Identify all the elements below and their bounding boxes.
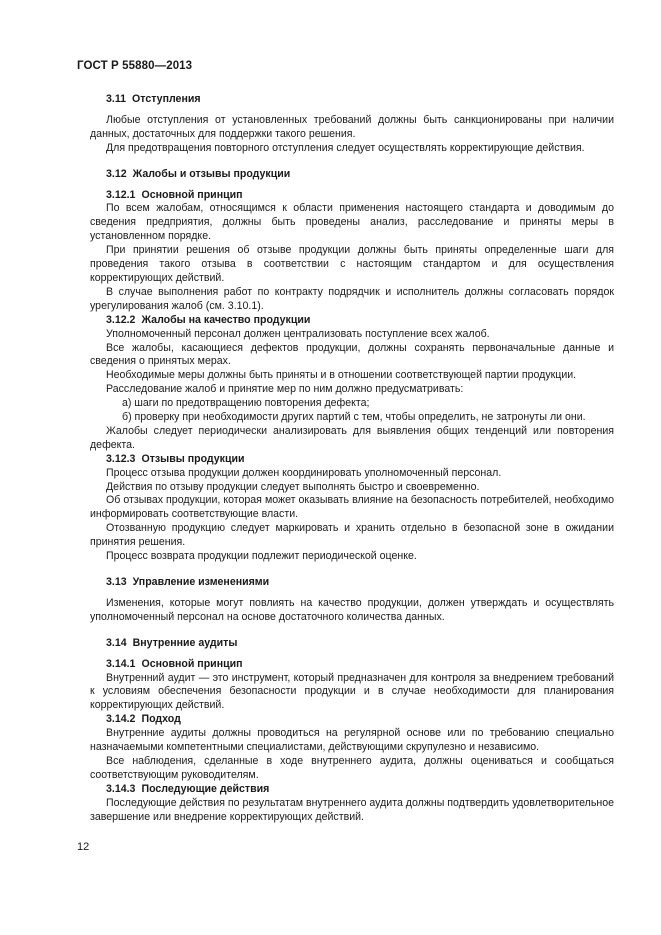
paragraph: Процесс отзыва продукции должен координировать уполномоченный персонал. — [106, 466, 502, 479]
subsection-heading — [90, 713, 614, 727]
document-header: ГОСТ Р 55880—2013 — [77, 60, 193, 72]
heading-number: 3.14.1 — [106, 657, 136, 670]
subsection-heading — [90, 314, 614, 328]
heading-number: 3.14 — [106, 636, 127, 649]
heading-number: 3.14.3 — [106, 782, 136, 795]
paragraph: Действия по отзыву продукции следует выполнять быстро и своевременно. — [106, 480, 480, 493]
heading-title: Управление изменениями — [132, 576, 270, 588]
paragraph: Внутренние аудиты должны проводиться на регулярной основе или по требованию специально назначаемыми компетентными специалистами, действующими скрупулезно и независимо. — [90, 727, 614, 754]
heading-number: 3.12 — [106, 167, 127, 180]
subsection-heading — [90, 453, 614, 467]
paragraph: Отозванную продукцию следует маркировать и хранить отдельно в безопасной зоне в ожидании принятия решения. — [90, 522, 614, 549]
heading-number: 3.13 — [106, 576, 127, 588]
subsection-heading — [90, 783, 614, 797]
heading-title: Отступления — [132, 93, 201, 105]
document-body — [90, 93, 614, 825]
page-number: 12 — [77, 841, 90, 853]
paragraph: Расследование жалоб и принятие мер по ним должно предусматривать: — [106, 383, 464, 396]
section-heading — [90, 576, 614, 590]
list-item: б) проверку при необходимости других партий с тем, чтобы определить, не затронуты ли они. — [122, 411, 586, 424]
heading-number: 3.14.2 — [106, 713, 136, 726]
paragraph: Все жалобы, касающиеся дефектов продукции, должны сохранять первоначальные данные и сведения о принятых мерах. — [90, 341, 614, 368]
paragraph: Жалобы следует периодически анализировать для выявления общих тенденций или повторения дефекта. — [90, 424, 614, 451]
heading-title: Последующие действия — [141, 782, 270, 795]
subsection-heading — [90, 658, 614, 672]
paragraph: Процесс возврата продукции подлежит периодической оценке. — [106, 550, 417, 563]
section-heading — [90, 93, 614, 107]
paragraph: Необходимые меры должны быть приняты и в отношении соответствующей партии продукции. — [106, 369, 577, 382]
paragraph: Для предотвращения повторного отступления следует осуществлять корректирующие действия. — [106, 141, 585, 154]
heading-title: Основной принцип — [141, 188, 243, 201]
paragraph: В случае выполнения работ по контракту подрядчик и исполнитель должны согласовать порядок урегулирования жалоб (см. 3.10.1). — [90, 285, 614, 312]
paragraph: При принятии решения об отзыве продукции должны быть приняты определенные шаги для проведения такого отзыва в соответствии с настоящим стандартом и для осуществления корректирующих действий. — [90, 244, 614, 284]
paragraph: Внутренний аудит — это инструмент, который предназначен для контроля за внедрением требований к условиям обеспечения безопасности продукции и в случае необходимости для планирования корректирующих действий. — [90, 671, 614, 712]
paragraph: Об отзывах продукции, которая может оказывать влияние на безопасность потребителей, необходимо информировать соответствующие власти. — [90, 494, 614, 521]
heading-title: Жалобы на качество продукции — [141, 313, 311, 326]
heading-title: Подход — [141, 713, 181, 726]
heading-title: Отзывы продукции — [141, 452, 245, 465]
paragraph: По всем жалобам, относящимся к области применения настоящего стандарта и доводимым до сведения предприятия, должны быть проведены анализ, расследование и приняты меры в установленном порядке. — [90, 202, 614, 243]
heading-number: 3.12.2 — [106, 313, 136, 326]
paragraph: Изменения, которые могут повлиять на качество продукции, должен утверждать и осуществлять уполномоченный персонал на основе достаточного количества данных. — [90, 596, 614, 623]
paragraph: Последующие действия по результатам внутреннего аудита должны подтвердить удовлетворительное завершение или внедрение корректирующих действий. — [90, 796, 614, 823]
heading-number: 3.11 — [106, 93, 127, 105]
heading-title: Жалобы и отзывы продукции — [132, 167, 291, 180]
subsection-heading — [90, 189, 614, 203]
paragraph: Уполномоченный персонал должен централизовать поступление всех жалоб. — [106, 327, 490, 340]
list-item: а) шаги по предотвращению повторения дефекта; — [122, 397, 370, 410]
heading-number: 3.12.1 — [106, 188, 136, 201]
heading-title: Основной принцип — [141, 657, 243, 670]
heading-title: Внутренние аудиты — [132, 636, 238, 649]
paragraph: Все наблюдения, сделанные в ходе внутреннего аудита, должны оцениваться и сообщаться соответствующим руководителям. — [90, 754, 614, 781]
heading-number: 3.12.3 — [106, 452, 136, 465]
paragraph: Любые отступления от установленных требований должны быть санкционированы при наличии данных, достаточных для поддержки такого решения. — [90, 113, 614, 140]
section-heading — [90, 637, 614, 651]
section-heading — [90, 168, 614, 182]
